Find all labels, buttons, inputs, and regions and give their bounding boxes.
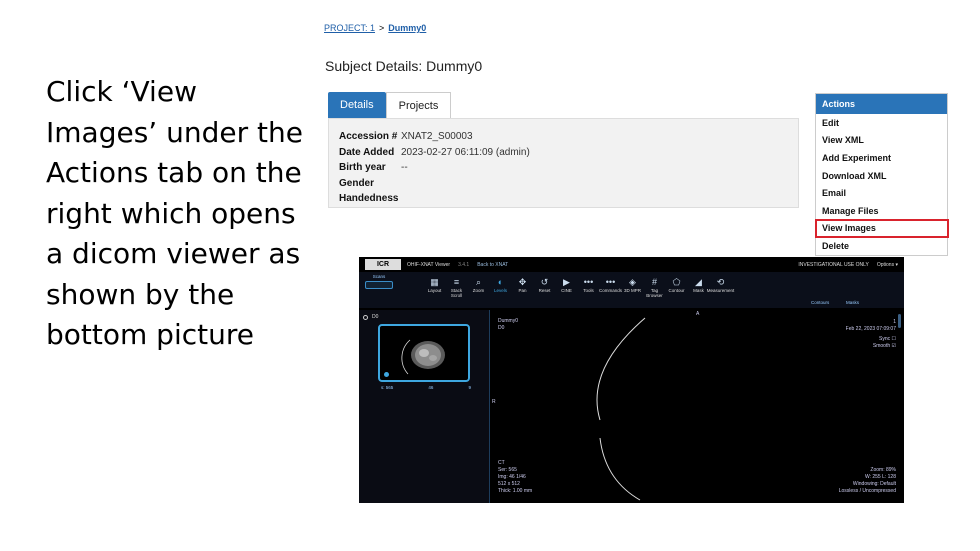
measurement-tool[interactable]: [706, 276, 735, 298]
smooth-checkbox-icon: ☑: [891, 343, 896, 349]
dicom-viewer-screenshot: [359, 257, 904, 503]
tools-menu[interactable]: [579, 276, 598, 298]
tool-label: Measurement: [706, 288, 735, 293]
instruction-text: Click ‘View Images’ under the Actions tab on the right which opens a dicom viewer as shown by the bottom picture: [46, 75, 303, 351]
action-view-xml[interactable]: View XML: [822, 135, 864, 146]
action-download-xml[interactable]: Download XML: [822, 170, 887, 181]
image-count: 46: [428, 385, 434, 390]
orientation-top: A: [696, 311, 700, 317]
detail-key: Date Added: [339, 146, 395, 158]
scans-toggle[interactable]: [365, 274, 393, 289]
investigational-label: INVESTIGATIONAL USE ONLY: [798, 261, 869, 268]
tool-label: Contour: [668, 288, 685, 293]
detail-key: Gender: [339, 177, 375, 189]
study-dot-icon: [363, 315, 368, 320]
actions-header: Actions: [816, 94, 947, 114]
series-info: Ser: 565: [498, 467, 517, 473]
action-email[interactable]: Email: [822, 188, 847, 199]
layout-tool[interactable]: [425, 276, 444, 298]
action-delete[interactable]: Delete: [822, 240, 850, 251]
actions-menu: [815, 93, 948, 256]
pan-tool[interactable]: [513, 276, 532, 298]
tool-label: 3D MPR: [623, 288, 641, 293]
matrix-size: 512 x 512: [498, 481, 520, 487]
cine-icon: ▶: [563, 277, 570, 287]
tool-label: Commands: [599, 288, 623, 293]
detail-value: 2023-02-27 06:11:09 (admin): [401, 146, 530, 158]
overlay-top-left: [498, 318, 518, 332]
tool-label: Reset: [538, 288, 551, 293]
tab-details[interactable]: Details: [328, 92, 386, 118]
breadcrumb-project-link[interactable]: PROJECT: 1: [324, 23, 376, 33]
orientation-left: R: [492, 399, 496, 405]
reset-tool[interactable]: [535, 276, 554, 298]
smooth-toggle[interactable]: [846, 343, 896, 350]
viewer-tools: [425, 276, 735, 298]
study-label: D0: [372, 314, 379, 320]
zoom-level: Zoom: 89%: [870, 467, 896, 473]
roi-panel-labels: [811, 300, 859, 305]
contours-label: Contours: [811, 300, 830, 305]
tool-label: Tools: [583, 288, 594, 293]
reset-icon: ↺: [540, 277, 549, 287]
layout-icon: ▦: [430, 277, 439, 287]
detail-value: --: [401, 162, 408, 174]
action-edit[interactable]: Edit: [822, 117, 839, 128]
detail-key: Accession #: [339, 131, 398, 143]
action-manage-files[interactable]: Manage Files: [822, 205, 879, 216]
action-view-images[interactable]: View Images: [816, 220, 948, 238]
patient-name: Dummy0: [498, 318, 519, 324]
thumbnail-status-dot: [384, 372, 389, 377]
tool-label: Levels: [493, 288, 507, 293]
breadcrumb-separator: >: [379, 23, 385, 33]
tool-label: Layout: [427, 288, 442, 293]
more-icon: •••: [583, 277, 594, 287]
scans-label: Scans: [372, 274, 386, 279]
sync-label: Sync: [879, 336, 891, 342]
detail-key: Handedness: [339, 193, 399, 205]
series-thumbnail[interactable]: [378, 324, 470, 382]
tool-label: CINE: [561, 288, 572, 293]
viewer-study-browser: [359, 310, 490, 503]
detail-row-birth-year: [339, 160, 788, 176]
tool-label: Pan: [518, 288, 527, 293]
contour-icon: ⬠: [672, 277, 681, 287]
viewer-topbar: [359, 257, 904, 272]
tool-label: Zoom: [472, 288, 485, 293]
stack-scroll-tool[interactable]: [447, 276, 466, 298]
tool-label: Tag Browser: [646, 288, 663, 298]
tab-bar: [328, 92, 451, 118]
tag-icon: #: [651, 277, 657, 287]
tool-label: Stack Scroll: [450, 288, 463, 298]
pan-icon: ✥: [518, 277, 527, 287]
modality: CT: [498, 460, 505, 466]
action-add-experiment[interactable]: Add Experiment: [822, 152, 892, 163]
viewer-viewport[interactable]: [490, 310, 904, 503]
smooth-label: Smooth: [872, 343, 891, 349]
viewer-toolbar: [359, 272, 904, 308]
breadcrumb: [324, 23, 426, 33]
commands-menu[interactable]: [599, 276, 623, 298]
tab-projects[interactable]: Projects: [386, 92, 452, 118]
sync-checkbox-icon: ☐: [891, 336, 896, 342]
series-number: s: 565: [381, 385, 394, 390]
detail-row-handedness: [339, 191, 788, 207]
detail-row-date-added: [339, 145, 788, 161]
tool-label: Mask: [693, 288, 704, 293]
tag-browser-tool[interactable]: [645, 276, 664, 298]
study-date: Feb 22, 2023 07:09:07: [845, 326, 896, 332]
compression: Lossless / Uncompressed: [838, 488, 896, 494]
study-id: D0: [498, 325, 505, 331]
slice-thickness: Thick: 1.00 mm: [498, 488, 533, 494]
options-menu[interactable]: Options ▾: [876, 261, 898, 268]
zoom-tool[interactable]: [469, 276, 488, 298]
overlay-top-right: [846, 319, 896, 350]
viewer-title: OHIF-XNAT Viewer: [407, 261, 451, 268]
thumbnail-meta: [381, 385, 471, 390]
viewer-version: 3.4.1: [458, 261, 470, 268]
mask-icon: ◢: [695, 277, 702, 287]
sync-toggle[interactable]: [846, 336, 896, 343]
details-panel: [328, 118, 799, 208]
overlay-bottom-right: [839, 467, 896, 495]
back-to-xnat-link[interactable]: Back to XNAT: [477, 261, 509, 268]
levels-tool[interactable]: [491, 276, 510, 298]
measurement-icon: ⟲: [716, 277, 725, 287]
study-entry[interactable]: [359, 310, 489, 320]
more-icon: •••: [605, 277, 616, 287]
annotation-count: 9: [468, 385, 471, 390]
masks-label: Masks: [845, 300, 859, 305]
detail-value: XNAT2_S00003: [401, 131, 473, 143]
levels-icon: ◐: [497, 277, 504, 287]
cube-icon: ◈: [629, 277, 636, 287]
overlay-bottom-left: [498, 460, 532, 495]
detail-key: Birth year: [339, 162, 386, 174]
mask-tool[interactable]: [689, 276, 708, 298]
3d-mpr-tool[interactable]: [623, 276, 642, 298]
scans-button[interactable]: [365, 281, 393, 289]
ct-thumbnail-image: [380, 326, 470, 382]
image-info: Img: 46 1/46: [498, 474, 526, 480]
viewport-scrollbar[interactable]: [898, 314, 901, 328]
cine-tool[interactable]: [557, 276, 576, 298]
contour-tool[interactable]: [667, 276, 686, 298]
page-title: Subject Details: Dummy0: [325, 58, 483, 74]
window-level: W: 255 L: 128: [864, 474, 896, 480]
detail-row-accession: [339, 129, 788, 145]
stack-scroll-icon: ≡: [453, 277, 460, 287]
breadcrumb-subject-link[interactable]: Dummy0: [388, 23, 427, 33]
windowing-preset: Windowing: Default: [852, 481, 896, 487]
viewer-logo: ICR: [365, 259, 401, 270]
zoom-icon: ⌕: [475, 277, 482, 287]
detail-row-gender: [339, 176, 788, 192]
instance-number: 1: [893, 319, 896, 325]
